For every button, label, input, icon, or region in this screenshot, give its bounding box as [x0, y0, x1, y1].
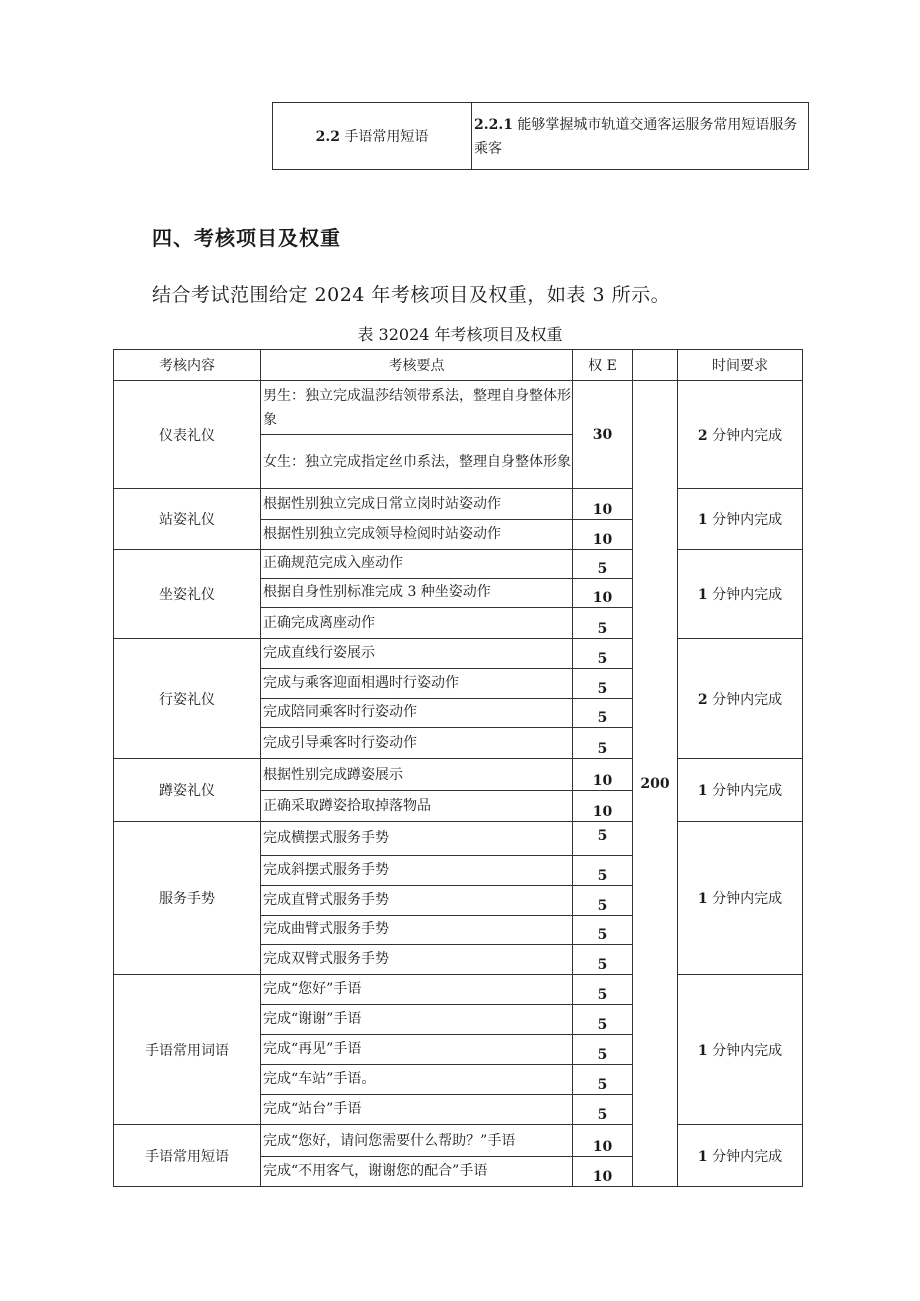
point-cell: 根据自身性别标准完成 3 种坐姿动作 — [261, 579, 573, 608]
time-num: 1 — [697, 1148, 708, 1165]
point-cell: 完成斜摆式服务手势 — [261, 856, 573, 886]
item-cell: 蹲姿礼仪 — [114, 759, 261, 822]
table-row — [114, 639, 803, 669]
table-row — [114, 1125, 803, 1157]
time-cell — [678, 381, 803, 489]
table-row — [273, 103, 809, 170]
header-point: 考核要点 — [261, 350, 573, 381]
point-cell: 完成“车站”手语。 — [261, 1065, 573, 1095]
score-cell: 5 — [573, 699, 633, 728]
time-cell — [678, 975, 803, 1125]
table-row — [114, 550, 803, 579]
score-cell: 5 — [573, 822, 633, 856]
table-row — [114, 822, 803, 856]
table-header-row — [114, 350, 803, 381]
item-cell: 站姿礼仪 — [114, 489, 261, 550]
item-cell: 行姿礼仪 — [114, 639, 261, 759]
score-cell: 5 — [573, 1005, 633, 1035]
score-cell: 10 — [573, 1125, 633, 1157]
score-cell: 10 — [573, 759, 633, 791]
score-cell: 10 — [573, 1157, 633, 1187]
point-cell: 完成“谢谢”手语 — [261, 1005, 573, 1035]
time-num: 1 — [697, 587, 708, 603]
point-cell: 完成“您好，请问您需要什么帮助？”手语 — [261, 1125, 573, 1157]
point-cell: 男生：独立完成温莎结领带系法，整理自身整体形象 — [261, 381, 573, 435]
point-cell: 完成“站台”手语 — [261, 1095, 573, 1125]
point-cell: 正确规范完成入座动作 — [261, 550, 573, 579]
top-table — [272, 102, 809, 170]
time-text: 分钟内完成 — [707, 1042, 783, 1059]
score-cell: 5 — [573, 975, 633, 1005]
time-num: 1 — [697, 783, 708, 799]
time-text: 分钟内完成 — [707, 691, 783, 708]
time-num: 1 — [697, 891, 708, 907]
time-text: 分钟内完成 — [707, 891, 783, 907]
top-right-num: 2.2.1 — [474, 117, 513, 133]
table-row — [114, 975, 803, 1005]
item-cell: 手语常用词语 — [114, 975, 261, 1125]
point-cell: 完成直线行姿展示 — [261, 639, 573, 669]
point-cell: 完成直臂式服务手势 — [261, 886, 573, 916]
point-cell: 根据性别独立完成领导检阅时站姿动作 — [261, 520, 573, 550]
score-cell: 5 — [573, 856, 633, 886]
time-cell — [678, 550, 803, 639]
point-cell: 正确采取蹲姿拾取掉落物品 — [261, 791, 573, 822]
point-cell: 根据性别完成蹲姿展示 — [261, 759, 573, 791]
point-cell: 完成陪同乘客时行姿动作 — [261, 699, 573, 728]
point-cell: 完成曲臂式服务手势 — [261, 916, 573, 945]
point-cell: 完成与乘客迎面相遇时行姿动作 — [261, 669, 573, 699]
section-heading: 四、考核项目及权重 — [152, 226, 341, 250]
score-cell: 5 — [573, 916, 633, 945]
score-cell: 5 — [573, 669, 633, 699]
table-row — [114, 759, 803, 791]
time-cell — [678, 489, 803, 550]
score-cell: 10 — [573, 791, 633, 822]
score-cell: 10 — [573, 579, 633, 608]
time-text: 分钟内完成 — [707, 587, 783, 603]
point-cell: 完成“您好”手语 — [261, 975, 573, 1005]
time-cell — [678, 759, 803, 822]
item-cell: 仪表礼仪 — [114, 381, 261, 489]
time-cell — [678, 639, 803, 759]
score-cell: 5 — [573, 608, 633, 639]
intro-paragraph: 结合考试范围给定 2024 年考核项目及权重，如表 3 所示。 — [152, 284, 671, 306]
time-num: 1 — [697, 1042, 708, 1059]
point-cell: 正确完成离座动作 — [261, 608, 573, 639]
point-cell: 完成“不用客气，谢谢您的配合”手语 — [261, 1157, 573, 1187]
score-cell: 30 — [573, 381, 633, 489]
time-num: 2 — [697, 427, 708, 444]
item-cell: 手语常用短语 — [114, 1125, 261, 1187]
score-cell: 5 — [573, 945, 633, 975]
time-cell — [678, 1125, 803, 1187]
score-cell: 10 — [573, 489, 633, 520]
header-total — [633, 350, 678, 381]
top-left-num: 2.2 — [315, 129, 340, 145]
score-cell: 5 — [573, 728, 633, 759]
top-table-right-cell — [472, 103, 809, 170]
time-text: 分钟内完成 — [707, 783, 783, 799]
item-cell: 坐姿礼仪 — [114, 550, 261, 639]
point-cell: 完成“再见”手语 — [261, 1035, 573, 1065]
table-row — [114, 381, 803, 435]
point-cell: 完成横摆式服务手势 — [261, 822, 573, 856]
top-table-left-cell — [273, 103, 472, 170]
point-cell: 完成双臂式服务手势 — [261, 945, 573, 975]
table-caption: 表 32024 年考核项目及权重 — [357, 325, 563, 344]
total-cell: 200 — [633, 381, 678, 1187]
table-row — [114, 489, 803, 520]
score-cell: 10 — [573, 520, 633, 550]
time-text: 分钟内完成 — [707, 1148, 783, 1165]
score-cell: 5 — [573, 1035, 633, 1065]
score-cell: 5 — [573, 1095, 633, 1125]
header-weight: 权 E — [573, 350, 633, 381]
time-text: 分钟内完成 — [707, 427, 783, 444]
score-cell: 5 — [573, 1065, 633, 1095]
time-text: 分钟内完成 — [707, 512, 783, 528]
time-num: 1 — [697, 512, 708, 528]
time-cell — [678, 822, 803, 975]
time-num: 2 — [697, 691, 708, 708]
top-right-text: 能够掌握城市轨道交通客运服务常用短语服务乘客 — [474, 117, 798, 157]
score-cell: 5 — [573, 886, 633, 916]
assessment-table — [113, 349, 803, 1187]
item-cell: 服务手势 — [114, 822, 261, 975]
point-cell: 完成引导乘客时行姿动作 — [261, 728, 573, 759]
score-cell: 5 — [573, 550, 633, 579]
point-cell: 根据性别独立完成日常立岗时站姿动作 — [261, 489, 573, 520]
point-cell: 女生：独立完成指定丝巾系法，整理自身整体形象 — [261, 435, 573, 489]
score-cell: 5 — [573, 639, 633, 669]
header-time: 时间要求 — [678, 350, 803, 381]
header-item: 考核内容 — [114, 350, 261, 381]
top-left-text: 手语常用短语 — [339, 129, 429, 145]
